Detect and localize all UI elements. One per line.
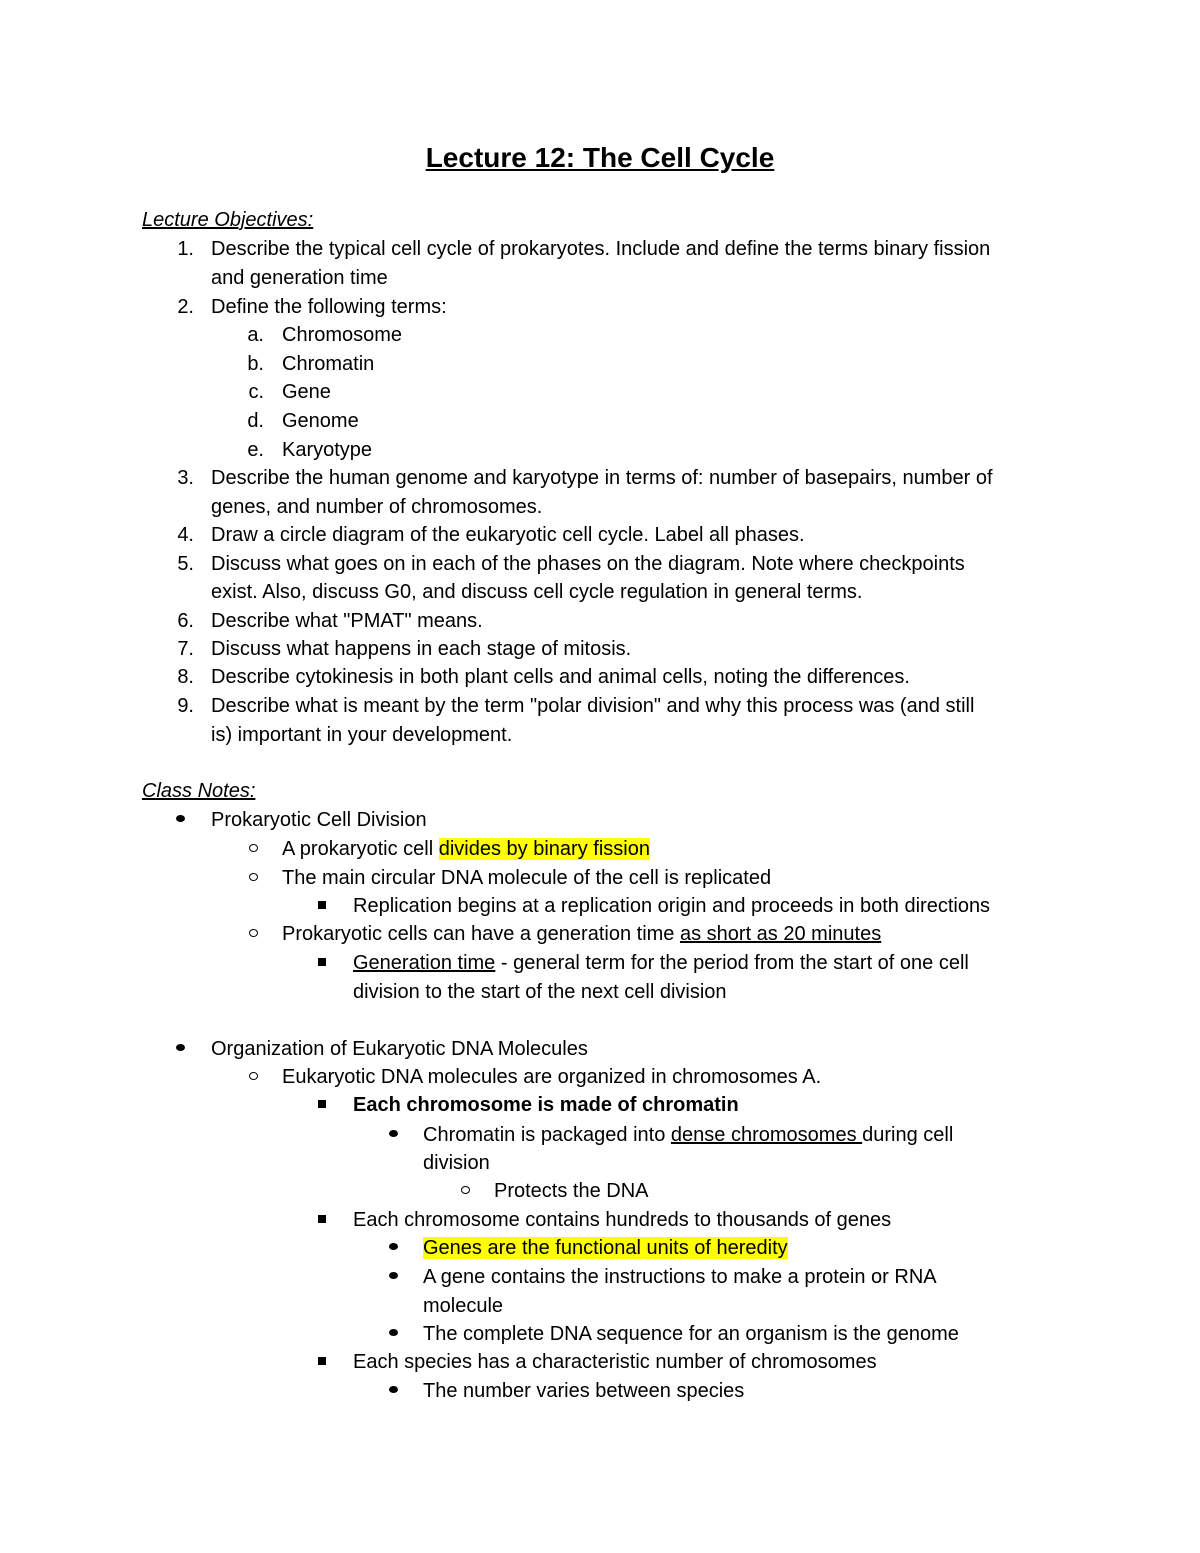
objective-number: 1. — [177, 238, 194, 260]
circle-bullet — [249, 1063, 258, 1092]
circle-bullet — [461, 1177, 470, 1206]
objective-number: 4. — [177, 524, 194, 546]
generation-time-def: - general term for the period from the start of one cell — [495, 952, 969, 974]
objective-number: 3. — [177, 467, 194, 489]
term-letter: d. — [247, 410, 264, 432]
circle-bullet — [249, 864, 258, 893]
generation-time-prefix: Prokaryotic cells can have a generation time — [282, 923, 680, 945]
objective-text: is) important in your development. — [211, 724, 513, 746]
term-text: Genome — [282, 410, 359, 432]
binary-fission-prefix: A prokaryotic cell — [282, 838, 439, 860]
objective-text: Draw a circle diagram of the eukaryotic cell cycle. Label all phases. — [211, 524, 805, 546]
objective-text: Describe the typical cell cycle of prokaryotes. Include and define the terms binary fission — [211, 238, 991, 260]
objective-text: Describe the human genome and karyotype in terms of: number of basepairs, number of — [211, 467, 993, 489]
functional-units-highlight: Genes are the functional units of heredity — [423, 1237, 788, 1259]
packaged-underline: dense chromosomes — [670, 1124, 863, 1146]
made-of-chromatin-note: Each chromosome is made of chromatin — [353, 1094, 739, 1116]
disc-bullet — [389, 1377, 398, 1406]
objective-text: exist. Also, discuss G0, and discuss cell cycle regulation in general terms. — [211, 581, 863, 603]
objective-number: 9. — [177, 695, 194, 717]
objective-text: Discuss what goes on in each of the phases on the diagram. Note where checkpoints — [211, 553, 965, 575]
square-bullet — [318, 892, 326, 921]
term-letter: a. — [247, 324, 264, 346]
packaged-line2: division — [423, 1152, 490, 1174]
disc-bullet — [389, 1320, 398, 1349]
term-text: Gene — [282, 381, 331, 403]
square-bullet — [318, 1091, 326, 1120]
instructions-line2: molecule — [423, 1295, 504, 1317]
disc-bullet — [389, 1234, 398, 1263]
packaged-suffix: during cell — [862, 1124, 954, 1146]
protects-note: Protects the DNA — [494, 1180, 649, 1202]
objective-number: 2. — [177, 296, 194, 318]
generation-time-term: Generation time — [353, 952, 496, 974]
generation-time-underline: as short as 20 minutes — [679, 923, 882, 945]
generation-time-note — [282, 920, 881, 949]
packaged-prefix: Chromatin is packaged into — [423, 1124, 671, 1146]
square-bullet — [318, 949, 326, 978]
objective-text: Describe what is meant by the term "polar division" and why this process was (and still — [211, 695, 975, 717]
varies-note: The number varies between species — [423, 1380, 745, 1402]
class-notes-label: Class Notes: — [142, 780, 256, 802]
packaged-note — [423, 1121, 953, 1150]
organized-note: Eukaryotic DNA molecules are organized in chromosomes A. — [282, 1066, 822, 1088]
replication-origin-note: Replication begins at a replication origin and proceeds in both directions — [353, 895, 991, 917]
binary-fission-highlight: divides by binary fission — [438, 838, 650, 860]
disc-bullet — [176, 1035, 185, 1064]
objective-text: Describe what "PMAT" means. — [211, 610, 483, 632]
prokaryotic-heading: Prokaryotic Cell Division — [211, 809, 427, 831]
term-letter: b. — [247, 353, 264, 375]
disc-bullet — [176, 806, 185, 835]
term-letter: e. — [247, 439, 264, 461]
objective-text: genes, and number of chromosomes. — [211, 496, 543, 518]
square-bullet — [318, 1206, 326, 1235]
disc-bullet — [389, 1263, 398, 1292]
term-text: Chromosome — [282, 324, 403, 346]
disc-bullet — [389, 1121, 398, 1150]
generation-time-def-line2: division to the start of the next cell division — [353, 981, 727, 1003]
replicated-note: The main circular DNA molecule of the cell is replicated — [282, 867, 772, 889]
term-text: Chromatin — [282, 353, 375, 375]
generation-time-definition — [353, 949, 969, 978]
eukaryotic-heading: Organization of Eukaryotic DNA Molecules — [211, 1038, 588, 1060]
term-letter: c. — [248, 381, 264, 403]
objective-number: 5. — [177, 553, 194, 575]
objective-number: 6. — [177, 610, 194, 632]
circle-bullet — [249, 920, 258, 949]
objective-text: Discuss what happens in each stage of mitosis. — [211, 638, 632, 660]
square-bullet — [318, 1348, 326, 1377]
objective-text: Describe cytokinesis in both plant cells and animal cells, noting the differences. — [211, 666, 910, 688]
objective-number: 7. — [177, 638, 194, 660]
genome-note: The complete DNA sequence for an organism is the genome — [423, 1323, 959, 1345]
species-number-note: Each species has a characteristic number of chromosomes — [353, 1351, 877, 1373]
functional-units-note — [423, 1234, 788, 1263]
objective-text: Define the following terms: — [211, 296, 447, 318]
page-title: Lecture 12: The Cell Cycle — [425, 142, 775, 173]
binary-fission-note — [282, 835, 650, 864]
objective-text: and generation time — [211, 267, 388, 289]
instructions-note: A gene contains the instructions to make a protein or RNA — [423, 1266, 937, 1288]
circle-bullet — [249, 835, 258, 864]
term-text: Karyotype — [282, 439, 373, 461]
contains-genes-note: Each chromosome contains hundreds to thousands of genes — [353, 1209, 892, 1231]
objective-number: 8. — [177, 666, 194, 688]
objectives-label: Lecture Objectives: — [142, 209, 314, 231]
